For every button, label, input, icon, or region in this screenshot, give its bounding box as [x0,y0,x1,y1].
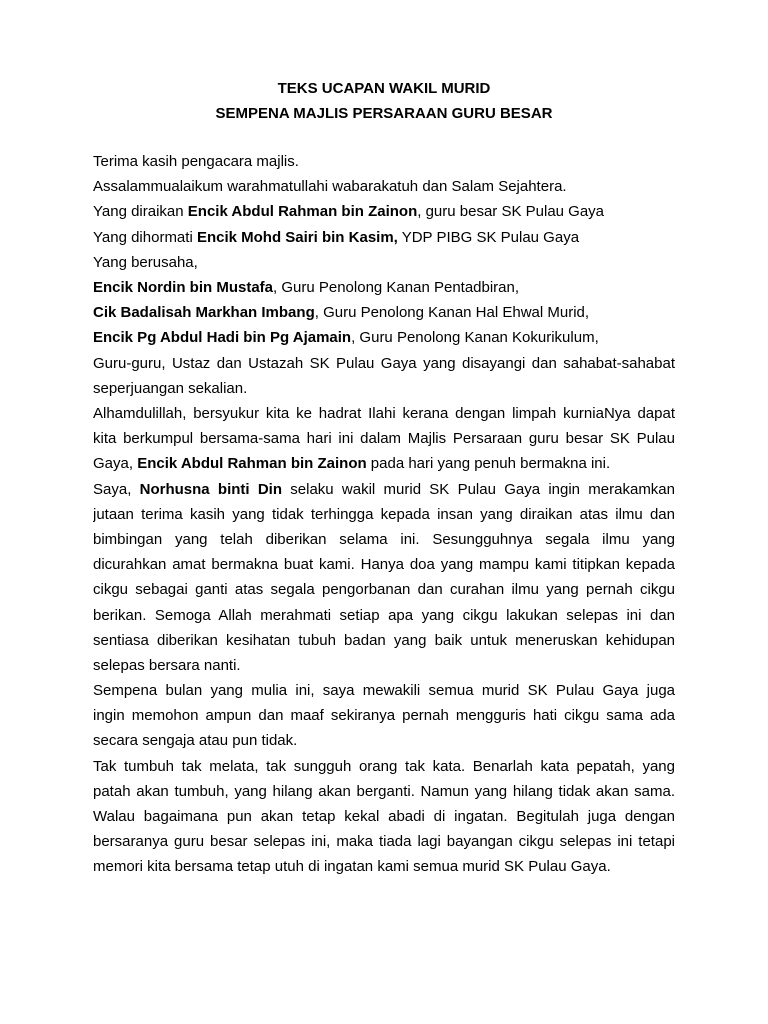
greeting-staff-3 [93,325,675,350]
para2-line-6: berikan. Semoga Allah merahmati setiap apa yang cikgu lakukan selepas ini dan [93,606,675,624]
para1-line-1: Alhamdulillah, bersyukur kita ke hadrat Ilahi kerana dengan limpah kurniaNya dapat [93,405,675,422]
para2-line-7: sentiasa diberikan kesihatan tubuh badan yang baik untuk meneruskan kehidupan [93,631,675,649]
speaker-name: Norhusna binti Din [139,480,283,498]
title-line-1: TEKS UCAPAN WAKIL MURID [277,80,491,97]
para2-line-1-suffix: selaku wakil murid SK Pulau Gaya ingin merakamkan [282,480,675,498]
greeting-respected [93,225,675,250]
para3-line-2: ingin memohon ampun dan maaf sekiranya pernah mengguris hati cikgu sama ada [93,707,675,725]
document-body [93,149,675,880]
teachers-line-1: Guru-guru, Ustaz dan Ustazah SK Pulau Gaya yang disayangi dan sahabat-sahabat [93,354,675,372]
staff-1-role: , Guru Penolong Kanan Pentadbiran, [273,279,520,297]
para2-line-3: bimbingan yang telah diberikan selama ini. Sesungguhnya segala ilmu yang [93,530,675,548]
paragraph-gratitude [93,401,675,477]
paragraph-apology [93,678,675,754]
para4-line-1: Tak tumbuh tak melata, tak sungguh orang tak kata. Benarlah kata pepatah, yang [93,757,675,775]
principal-name: Encik Abdul Rahman bin Zainon [137,455,367,473]
staff-2-name: Cik Badalisah Markhan Imbang [93,304,315,322]
greetings-section [93,149,675,351]
greeting-honoured-suffix: , guru besar SK Pulau Gaya [417,203,605,221]
para1-line-3-suffix: pada hari yang penuh bermakna ini. [366,455,611,473]
greeting-honoured [93,199,675,224]
staff-2-role: , Guru Penolong Kanan Hal Ehwal Murid, [314,304,590,322]
honoured-name: Encik Abdul Rahman bin Zainon [187,203,418,221]
greeting-staff-2 [93,300,675,325]
title-line-2: SEMPENA MAJLIS PERSARAAN GURU BESAR [215,105,553,122]
staff-3-role: , Guru Penolong Kanan Kokurikulum, [351,329,599,347]
greeting-respected-suffix: YDP PIBG SK Pulau Gaya [397,228,580,246]
para2-line-5: cikgu sebagai ganti atas segala pengorbanan dan curahan ilmu yang pernah cikgu [93,581,675,599]
para2-line-2: jutaan terima kasih yang tidak terhingga kepada insan yang diraikan atas ilmu dan [93,505,675,523]
para3-line-1: Sempena bulan yang mulia ini, saya mewakili semua murid SK Pulau Gaya juga [93,682,675,700]
para4-line-4: bersaranya guru besar selepas ini, maka tiada lagi bayangan cikgu selepas ini tetapi [93,833,675,851]
greeting-respected-prefix: Yang dihormati [93,228,197,246]
para2-line-4: dicurahkan amat bermakna buat kami. Hanya doa yang mampu kami titipkan kepada [93,556,675,574]
teachers-greeting [93,351,675,401]
paragraph-proverb [93,754,675,880]
staff-1-name: Encik Nordin bin Mustafa [93,279,274,297]
teachers-line-2: seperjuangan sekalian. [93,379,248,397]
para2-line-1 [93,477,675,502]
para4-line-2: patah akan tumbuh, yang hilang akan berganti. Namun yang hilang tidak akan sama. [93,782,675,800]
staff-3-name: Encik Pg Abdul Hadi bin Pg Ajamain [93,329,352,347]
para2-line-8: selepas bersara nanti. [93,656,241,674]
para2-line-1-prefix: Saya, [93,480,140,498]
document-title [0,76,768,126]
para1-line-3 [93,451,675,476]
greeting-honoured-prefix: Yang diraikan [93,203,188,221]
paragraph-speaker [93,477,675,679]
respected-name: Encik Mohd Sairi bin Kasim, [196,228,398,246]
para1-line-2: kita berkumpul bersama-sama hari ini dalam Majlis Persaraan guru besar SK Pulau [93,430,675,448]
greeting-esteemed: Yang berusaha, [93,253,198,271]
para4-line-5: memori kita bersama tetap utuh di ingatan kami semua murid SK Pulau Gaya. [93,858,611,876]
para1-line-3-prefix: Gaya, [93,455,138,473]
greeting-salam: Assalammualaikum warahmatullahi wabarakatuh dan Salam Sejahtera. [93,178,567,196]
para3-line-3: secara sengaja atau pun tidak. [93,732,298,750]
greeting-staff-1 [93,275,675,300]
para4-line-3: Walau bagaimana pun akan tetap kekal abadi di ingatan. Begitulah juga dengan [93,808,675,825]
greeting-thanks: Terima kasih pengacara majlis. [93,153,299,170]
